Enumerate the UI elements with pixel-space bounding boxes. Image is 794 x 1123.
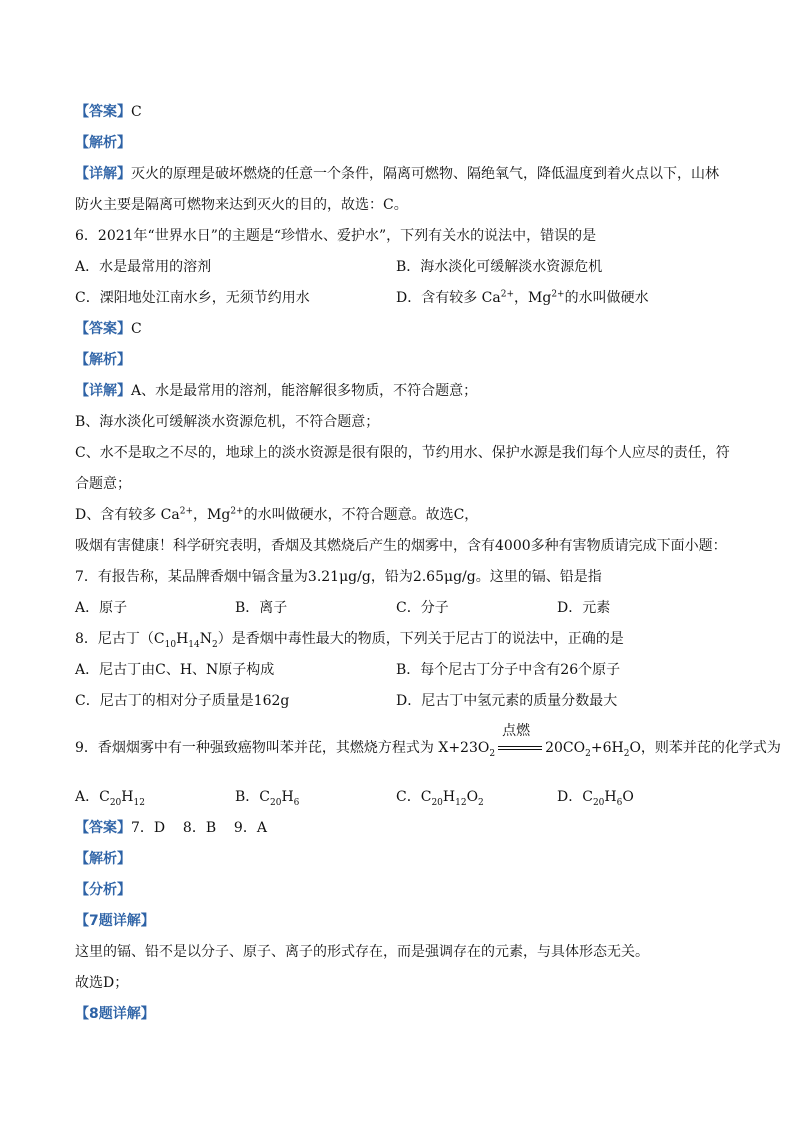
answer-tag: 【答案】 [75,321,131,337]
q7-detail-heading [75,911,155,931]
answer-value: C [131,104,142,120]
q9-option-d: D．$C_{20}H_6O$ [557,789,634,808]
question-8: 8．尼古丁$(C_{10}H_{14}N_2)$是香烟中毒性最大的物质，下列关于尼古丁的说法中，正确的是 [75,631,624,650]
q6-option-c: C．溧阳地处江南水乡，无须节约用水 [75,290,310,306]
detail-line-3 [75,381,477,401]
question-7: 7．有报告称，某品牌香烟中镉含量为3.21μg/g，铅为2.65μg/g。这里的镉、铅是指 [75,569,602,585]
group-intro: 吸烟有害健康！科学研究表明，香烟及其燃烧后产生的烟雾中，含有4000多种有害物质请完成下面小题： [75,538,727,554]
analysis-tag: 【解析】 [75,352,131,368]
detail-d: D、含有较多 $Ca^{2+}$，$Mg^{2+}$的水叫做硬水，不符合题意。故选C， [75,506,479,523]
detail-line [75,164,719,184]
q7-option-d: D．元素 [557,600,611,616]
answer-tag: 【答案】 [75,104,131,120]
q9-option-c: C．$C_{20}H_{12}O_2$ [396,789,484,808]
reaction-arrow [498,723,542,757]
reaction-condition: 点燃 [502,723,531,739]
analysis-tag: 【解析】 [75,135,131,151]
detail-c: C、水不是取之不尽的，地球上的淡水资源是很有限的，节约用水、保护水源是我们每个人应尽的责任，符 [75,445,730,461]
answer-value: C [131,321,142,337]
q6-option-b: B．海水淡化可缓解淡水资源危机 [396,259,603,275]
answer-line-2 [75,319,142,339]
fenxi-line [75,880,131,900]
answer-tag: 【答案】 [75,820,131,836]
analysis-tag: 【解析】 [75,851,131,867]
q7-detail-tag: 【7题详解】 [75,913,155,929]
detail-text: 灭火的原理是破坏燃烧的任意一个条件，隔离可燃物、隔绝氧气，降低温度到着火点以下，山林 [131,166,719,182]
q6-option-d: D．含有较多 $Ca^{2+}$，$Mg^{2+}$的水叫做硬水 [396,289,649,306]
detail-tag: 【详解】 [75,166,131,182]
q8-option-c: C．尼古丁的相对分子质量是162g [75,693,290,709]
question-6: 6．2021年“世界水日”的主题是“珍惜水、爱护水”，下列有关水的说法中，错误的是 [75,228,597,244]
answer-value: 7．D 8．B 9．A [131,820,267,836]
q7-detail-text: 这里的镉、铅不是以分子、原子、离子的形式存在，而是强调存在的元素，与具体形态无关。 [75,944,649,960]
detail-a: A、水是最常用的溶剂，能溶解很多物质，不符合题意； [131,383,478,399]
detail-line-2: 防火主要是隔离可燃物来达到灭火的目的，故选：C。 [75,197,408,213]
q7-detail-answer: 故选D； [75,975,129,991]
q6-option-a: A．水是最常用的溶剂 [75,259,212,275]
q8-detail-tag: 【8题详解】 [75,1006,155,1022]
q7-option-b: B．离子 [235,600,288,616]
question-9: 9．香烟烟雾中有一种强致癌物叫苯并芘，其燃烧方程式为 $X+23O_2$ 点燃 $20CO_2+6H_2O$，则苯并芘的化学式为 [75,723,781,759]
q9-option-a: A．$C_{20}H_{12}$ [75,789,145,808]
q8-detail-heading [75,1004,155,1024]
detail-b: B、海水淡化可缓解淡水资源危机，不符合题意； [75,414,380,430]
q7-option-c: C．分子 [396,600,449,616]
detail-tag: 【详解】 [75,383,131,399]
analysis-line [75,133,131,153]
answer-line [75,102,142,122]
analysis-line-2 [75,350,131,370]
q8-option-d: D．尼古丁中氢元素的质量分数最大 [396,693,618,709]
answer-line-3 [75,818,267,838]
q8-option-a: A．尼古丁由C、H、N原子构成 [75,662,275,678]
q8-option-b: B．每个尼古丁分子中含有26个原子 [396,662,621,678]
q9-option-b: B．$C_{20}H_6$ [235,789,300,808]
q7-option-a: A．原子 [75,600,128,616]
detail-c2: 合题意； [75,476,131,492]
analysis-line-3 [75,849,131,869]
fenxi-tag: 【分析】 [75,882,131,898]
